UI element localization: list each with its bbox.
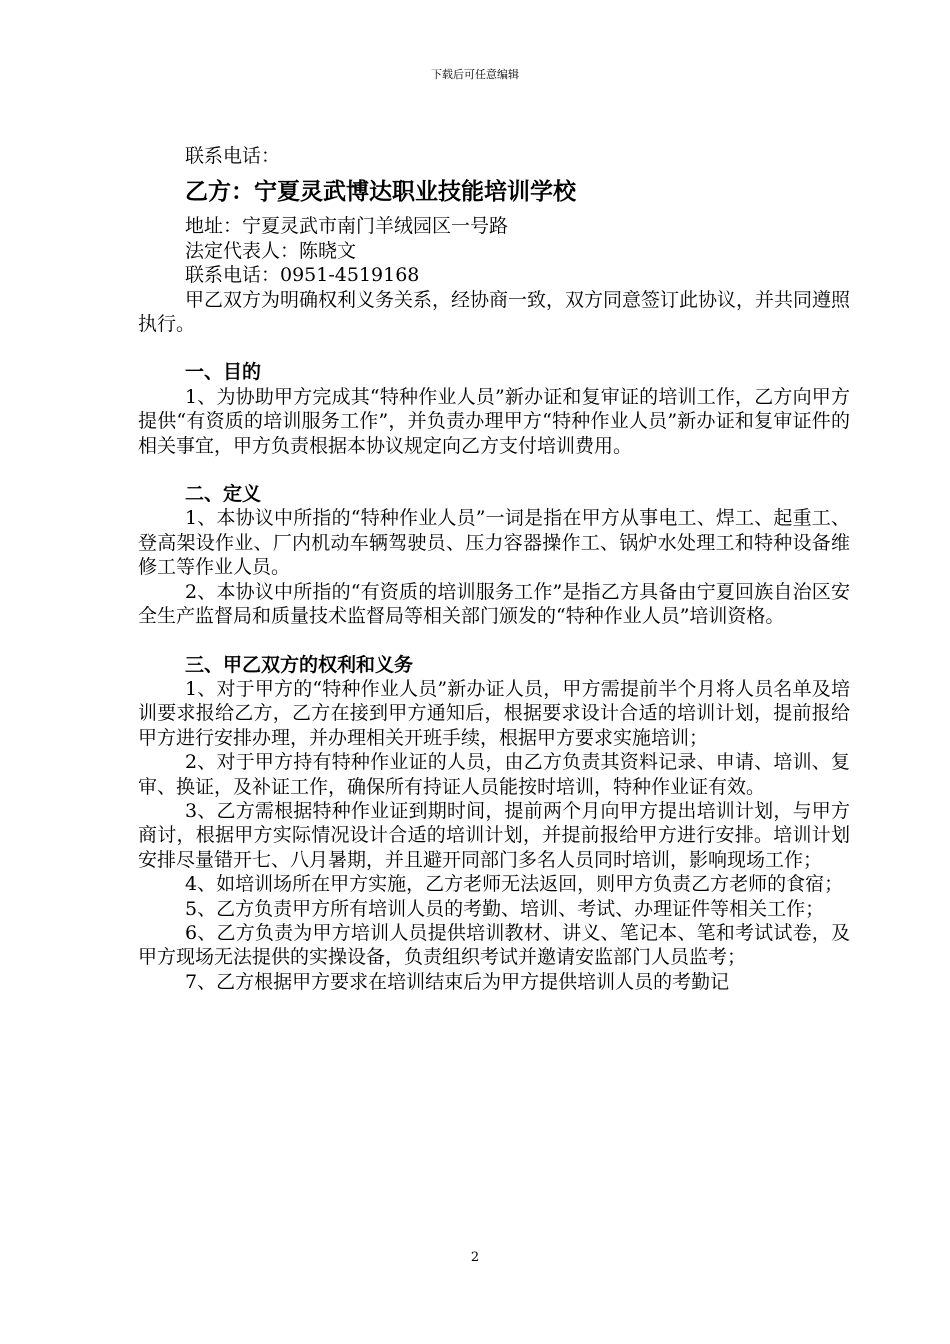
section-paragraph: 2、对于甲方持有特种作业证的人员，由乙方负责其资料记录、申请、培训、复审、换证，及补证工作，确保所有持证人员能按时培训，特种作业证有效。 bbox=[138, 751, 850, 798]
party-b-representative: 法定代表人：陈晓文 bbox=[185, 239, 357, 262]
intro-paragraph: 甲乙双方为明确权利义务关系，经协商一致，双方同意签订此协议，并共同遵照执行。 bbox=[138, 288, 851, 336]
section-title-purpose: 一、目的 bbox=[185, 361, 262, 384]
section-paragraph: 1、为协助甲方完成其“特种作业人员”新办证和复审证的培训工作，乙方向甲方提供“有资质的培训服务工作”，并负责办理甲方“特种作业人员”新办证和复审证件的相关事宜，甲方负责根据本协议规定向乙方支付培训费用。 bbox=[138, 385, 850, 457]
section-paragraph: 7、乙方根据甲方要求在培训结束后为甲方提供培训人员的考勤记 bbox=[185, 970, 730, 993]
section-paragraph: 3、乙方需根据特种作业证到期时间，提前两个月向甲方提出培训计划，与甲方商讨，根据甲方实际情况设计合适的培训计划，并提前报给甲方进行安排。培训计划安排尽量错开七、八月暑期，并且避开同部门多名人员同时培训，影响现场工作； bbox=[138, 799, 850, 871]
party-b-phone: 联系电话：0951-4519168 bbox=[185, 264, 420, 287]
section-paragraph: 5、乙方负责甲方所有培训人员的考勤、培训、考试、办理证件等相关工作； bbox=[185, 897, 825, 920]
section-paragraph: 6、乙方负责为甲方培训人员提供培训教材、讲义、笔记本、笔和考试试卷，及甲方现场无法提供的实操设备，负责组织考试并邀请安监部门人员监考； bbox=[138, 921, 850, 969]
section-paragraph: 4、如培训场所在甲方实施，乙方老师无法返回，则甲方负责乙方老师的食宿； bbox=[185, 873, 844, 896]
section-paragraph: 1、对于甲方的“特种作业人员”新办证人员，甲方需提前半个月将人员名单及培训要求报给乙方，乙方在接到甲方通知后，根据要求设计合适的培训计划，提前报给甲方进行安排办理，并办理相关开班手续，根据甲方要求实施培训； bbox=[138, 677, 850, 749]
document-body bbox=[138, 144, 850, 994]
contact-a: 联系电话： bbox=[185, 145, 281, 167]
section-paragraph: 2、本协议中所指的“有资质的培训服务工作”是指乙方具备由宁夏回族自治区安全生产监督局和质量技术监督局等相关部门颁发的“特种作业人员”培训资格。 bbox=[138, 580, 850, 628]
section-title-definition: 二、定义 bbox=[185, 483, 262, 506]
section-title-rights: 三、甲乙双方的权利和义务 bbox=[185, 653, 414, 676]
party-b-title: 乙方：宁夏灵武博达职业技能培训学校 bbox=[185, 178, 576, 206]
header-note: 下载后可任意编辑 bbox=[431, 68, 519, 81]
party-b-address: 地址：宁夏灵武市南门羊绒园区一号路 bbox=[185, 215, 509, 238]
section-paragraph: 1、本协议中所指的“特种作业人员”一词是指在甲方从事电工、焊工、起重工、登高架设作业、厂内机动车辆驾驶员、压力容器操作工、锅炉水处理工和特种设备维修工等作业人员。 bbox=[138, 507, 850, 579]
page-number: 2 bbox=[470, 1250, 480, 1265]
